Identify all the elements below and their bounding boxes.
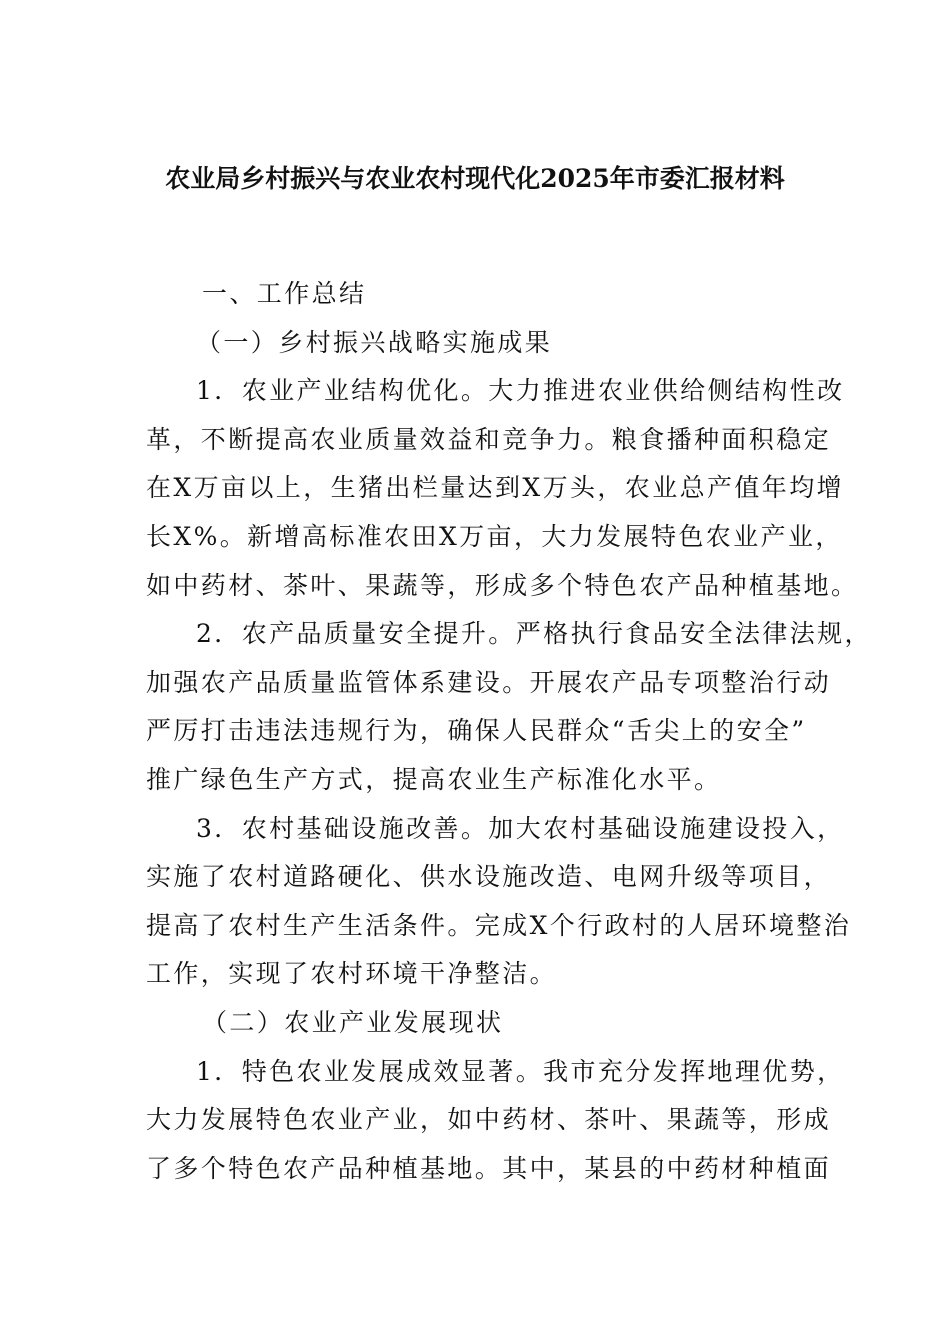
text-line: 革，不断提高农业质量效益和竞争力。粮食播种面积稳定: [146, 424, 832, 454]
text-line: 工作，实现了农村环境干净整洁。: [146, 959, 558, 989]
text-line: 一、工作总结: [202, 279, 367, 308]
text-line: 严厉打击违法违规行为，确保人民群众“舌尖上的安全”: [146, 716, 807, 746]
text-line: （二）农业产业发展现状: [202, 1007, 504, 1037]
document-title: 农业局乡村振兴与农业农村现代化2025年市委汇报材料: [165, 164, 785, 193]
text-line: 提高了农村生产生活条件。完成X个行政村的人居环境整治: [146, 910, 852, 940]
text-line: 长X%。新增高标准农田X万亩，大力发展特色农业产业，: [146, 521, 843, 551]
text-line: 实施了农村道路硬化、供水设施改造、电网升级等项目，: [146, 862, 832, 892]
text-line: 在X万亩以上，生猪出栏量达到X万头，农业总产值年均增: [146, 473, 844, 503]
text-line: 1．特色农业发展成效显著。我市充分发挥地理优势，: [196, 1056, 845, 1086]
text-line: 大力发展特色农业产业，如中药材、茶叶、果蔬等，形成: [146, 1105, 832, 1135]
document-body: [146, 270, 872, 1193]
text-line: 推广绿色生产方式，提高农业生产标准化水平。: [146, 764, 722, 794]
text-line: （一）乡村振兴战略实施成果: [196, 327, 553, 357]
text-line: 1．农业产业结构优化。大力推进农业供给侧结构性改: [196, 376, 845, 406]
text-line: 了多个特色农产品种植基地。其中，某县的中药材种植面: [146, 1153, 832, 1183]
text-line: 3．农村基础设施改善。加大农村基础设施建设投入，: [196, 813, 845, 843]
text-line: 加强农产品质量监管体系建设。开展农产品专项整治行动: [146, 667, 832, 697]
text-line: 2．农产品质量安全提升。严格执行食品安全法律法规，: [196, 619, 872, 649]
text-line: 如中药材、茶叶、果蔬等，形成多个特色农产品种植基地。: [146, 570, 859, 600]
